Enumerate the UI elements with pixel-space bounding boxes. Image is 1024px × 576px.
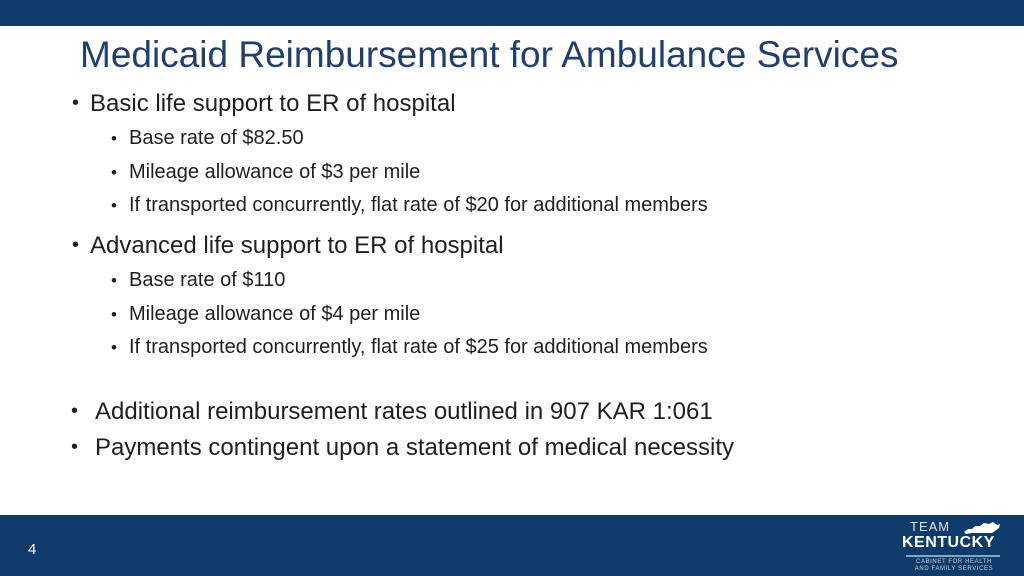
slide-title: Medicaid Reimbursement for Ambulance Services <box>80 34 899 75</box>
bullet-dot-icon: • <box>71 400 79 422</box>
bullet-dot-icon: • <box>111 129 117 148</box>
logo-subtitle-line2: AND FAMILY SERVICES <box>914 566 994 572</box>
kentucky-state-icon <box>962 521 1002 535</box>
sub-bullet-text: If transported concurrently, flat rate of $20 for additional members <box>129 194 708 216</box>
bottom-banner <box>0 515 1024 576</box>
bullet-dot-icon: • <box>111 338 117 357</box>
bullet-dot-icon: • <box>72 92 80 114</box>
bullet-text: Advanced life support to ER of hospital <box>90 232 504 259</box>
logo-subtitle-line1: CABINET FOR HEALTH <box>916 559 992 565</box>
sub-bullet-text: Mileage allowance of $3 per mile <box>129 161 421 183</box>
note-text: Additional reimbursement rates outlined in 907 KAR 1:061 <box>95 398 713 425</box>
bullet-dot-icon: • <box>111 163 117 182</box>
bullet-dot-icon: • <box>111 271 117 290</box>
bullet-dot-icon: • <box>111 305 117 324</box>
logo-divider <box>906 555 1000 557</box>
sub-bullet-text: Base rate of $110 <box>129 269 286 291</box>
team-kentucky-logo <box>900 518 1008 574</box>
logo-subtitle <box>904 559 1004 573</box>
note-text: Payments contingent upon a statement of medical necessity <box>95 434 735 461</box>
page-number: 4 <box>28 541 37 558</box>
sub-bullet-text: Base rate of $82.50 <box>129 127 304 149</box>
bullet-text: Basic life support to ER of hospital <box>90 90 456 117</box>
bullet-dot-icon: • <box>111 196 117 215</box>
sub-bullet-text: If transported concurrently, flat rate of $25 for additional members <box>129 336 708 358</box>
logo-team-text: TEAM <box>910 519 951 534</box>
top-banner <box>0 0 1024 26</box>
bullet-dot-icon: • <box>71 436 79 458</box>
bullet-dot-icon: • <box>72 234 80 256</box>
sub-bullet-text: Mileage allowance of $4 per mile <box>129 303 421 325</box>
logo-kentucky-text: KENTUCKY <box>902 534 995 551</box>
